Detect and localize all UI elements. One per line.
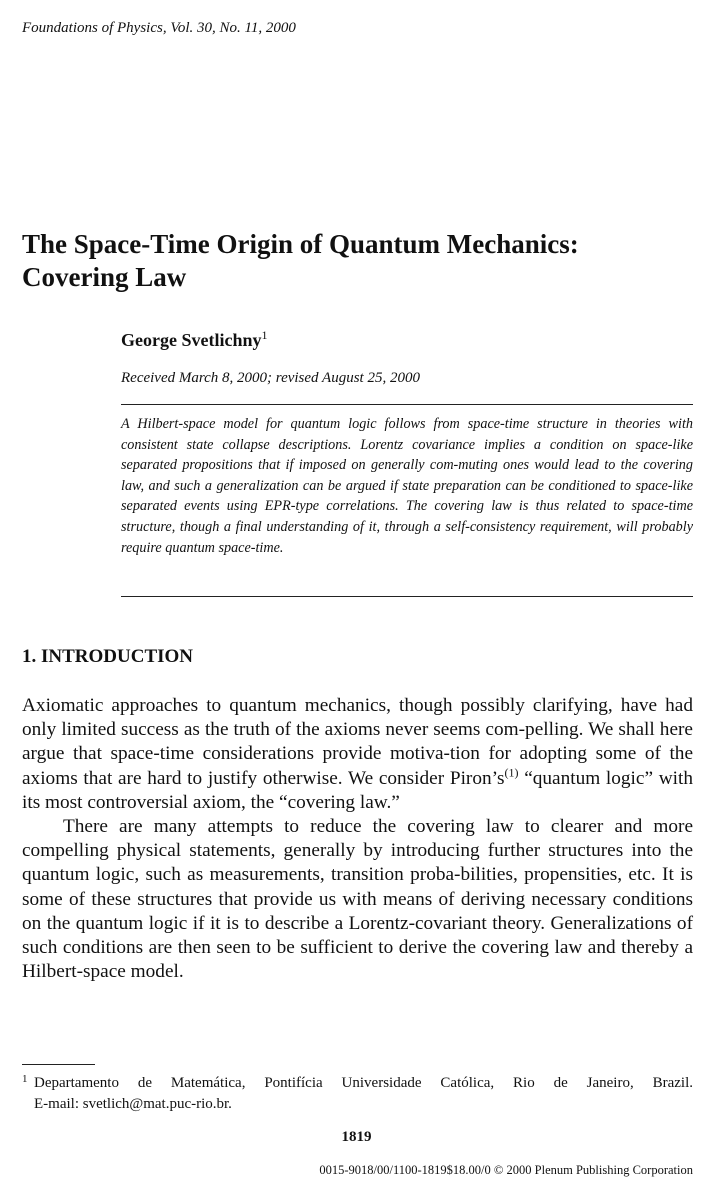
received-dates: Received March 8, 2000; revised August 25, 2000 (121, 370, 420, 386)
page-number: 1819 (341, 1129, 372, 1145)
paragraph-1-text-end: “quantum logic” with its most controversial axiom, the “covering law.” (22, 767, 693, 813)
paragraph-2: There are many attempts to reduce the covering law to clearer and more compelling physical statements, generally by introducing further structures into the quantum logic, such as measurements, transition proba-bilities, propensities, etc. It is some of these structures that provide us with means of deriving necessary conditions on the quantum logic if it is to describe a Lorentz-covariant theory. Generalizations of such conditions are then seen to be sufficient to derive the covering law and thereby a Hilbert-space model. (22, 816, 693, 983)
footnote (22, 1073, 693, 1115)
paper-title (22, 228, 694, 294)
footnote-email: E-mail: svetlich@mat.puc-rio.br. (34, 1096, 232, 1112)
footnote-mark: 1 (22, 1073, 28, 1085)
footnote-line-1 (22, 1073, 693, 1094)
author-name (121, 328, 267, 351)
footnote-affiliation: Departamento de Matemática, Pontifícia Universidade Católica, Rio de Janeiro, Brazil. (34, 1075, 693, 1091)
title-line-1: The Space-Time Origin of Quantum Mechanics: (22, 229, 579, 259)
copyright-line: 0015-9018/00/1100-1819$18.00/0 © 2000 Plenum Publishing Corporation (319, 1163, 693, 1177)
body-text (22, 694, 693, 984)
citation-ref: (1) (504, 765, 519, 780)
journal-citation: Foundations of Physics, Vol. 30, No. 11, 2000 (22, 20, 296, 36)
author-text: George Svetlichny (121, 330, 262, 350)
abstract-top-rule (121, 404, 693, 405)
title-line-2: Covering Law (22, 262, 187, 292)
section-heading: 1. INTRODUCTION (22, 646, 194, 667)
footnote-rule (22, 1064, 95, 1065)
abstract: A Hilbert-space model for quantum logic follows from space-time structure in theories with consistent state collapse descriptions. Lorentz covariance implies a condition on space-like separated propositions that if imposed on generally com-muting ones would lead to the covering law, and such a generalization can be argued if state preparation can be conditioned to space-like separated events using EPR-type correlations. The covering law is thus related to space-time structure, though a final understanding of it, through a self-consistency requirement, will probably require quantum space-time. (121, 416, 693, 556)
paragraph-1-text: Axiomatic approaches to quantum mechanics, though possibly clarifying, have had only limited success as the truth of the axioms never seems com-pelling. We shall here argue that space-time considerations provide motiva-tion for adopting some of the axioms that are hard to justify otherwise. We consider Piron’s (22, 695, 693, 789)
abstract-bottom-rule (121, 596, 693, 597)
author-footnote-mark: 1 (261, 328, 268, 342)
paragraph-1 (22, 694, 693, 815)
